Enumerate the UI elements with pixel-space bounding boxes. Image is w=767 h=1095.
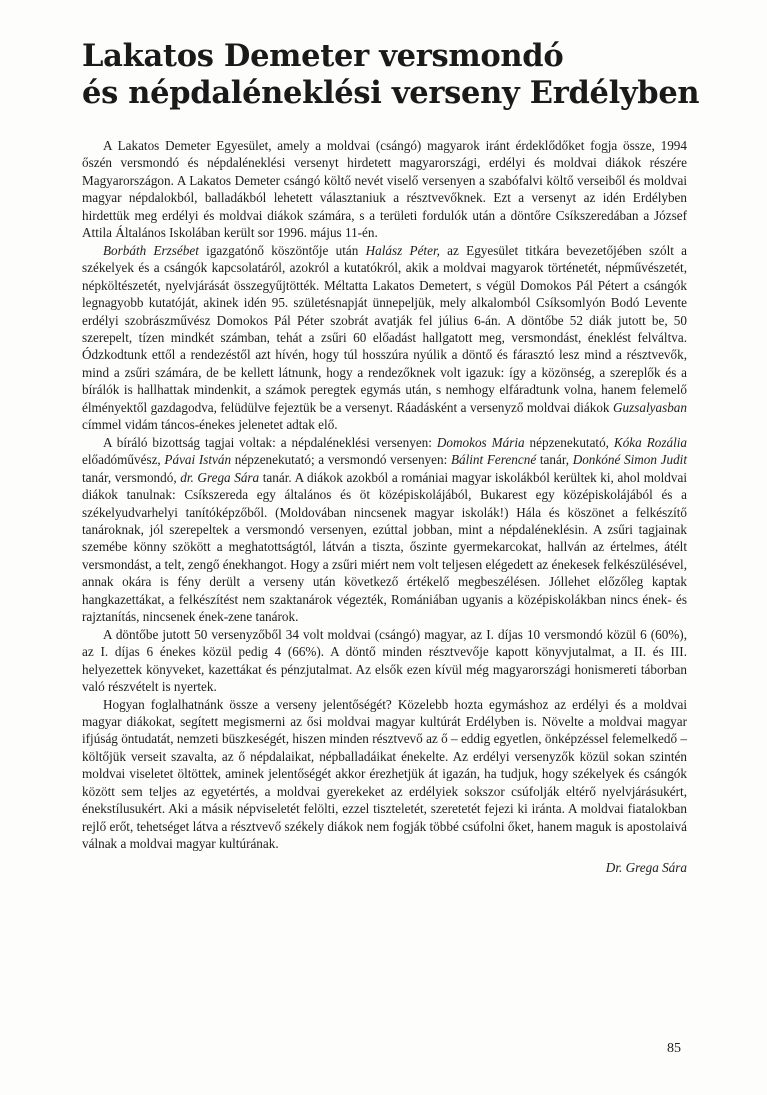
paragraph-3 <box>82 434 687 626</box>
text-run: A döntőbe jutott 50 versenyzőből 34 volt moldvai (csángó) magyar, az I. díjas 10 versmondó közül 6 (60%), az I. díjas 6 énekes közül pedig 4 (66%). A döntő minden résztvevője kapott könyvjutalmat, a II. és III. helyezettek könyveket, kazettákat és pénzjutalmat. Az elsők ezen kívül még magyarországi honismereti táborban való részvételt is nyertek. <box>82 626 687 695</box>
page-number: 85 <box>667 1041 681 1056</box>
paragraph-1 <box>82 137 687 242</box>
article-title-line-1: Lakatos Demeter versmondó <box>82 38 564 74</box>
article-title <box>82 38 700 112</box>
italic-name: Guzsalyasban <box>613 399 687 415</box>
text-run: népzenekutató; a versmondó versenyen: <box>231 452 451 468</box>
article-body <box>82 137 687 853</box>
text-run: az Egyesület titkára bevezetőjében szólt a székelyek és a csángók kapcsolatáról, azokról a kutatókról, akik a moldvai magyarok történetét, népművészetét, népköltészetét, nyelvjárását összegyűjtötték. Méltatta Lakatos Demetert, s végül Domokos Pál Pétert a csángók legnagyobb kutatóját, akinek idén 95. születésnapját ünnepeljük, mely alkalomból Csíksomlyón Bodó Levente erdélyi szobrászművész Domokos Pál Péter szobrát avatják fel július 6-án. A döntőbe 52 diák jutott be, 50 szerepelt, tízen mindkét számban, tehát a zsűri 60 előadást hallgatott meg, versmondást, éneklést felváltva. Ódzkodtunk ettől a rendezéstől azt hívén, hogy túl hosszúra nyúlik a döntő és fárasztó lesz mind a résztvevők, mind a zsűri számára, de be kellett látnunk, hogy a rendezőknek volt igazuk: így a közönség, a szereplők és a bírálók is hallhattak mindenkit, a számok peregtek egymás után, s nemhogy elfáradtunk volna, hanem felemelő élményektől gazdagodva, felüdülve fejeztük be a versenyt. Ráadásként a versenyző moldvai diákok <box>82 242 688 415</box>
italic-name: Pávai István <box>164 452 232 468</box>
paragraph-5 <box>82 696 687 853</box>
author-signature: Dr. Grega Sára <box>605 859 687 875</box>
paragraph-4 <box>82 626 687 696</box>
text-run: tanár. A diákok azokból a romániai magyar iskolákból kerültek ki, ahol moldvai diákok tanulnak: Csíkszereda egy általános és öt középiskolájából, Bukarest egy középiskolájából és a székelyudvarhelyi tanítóképzőből. (Moldovában nincsenek magyar iskolák!) Hála és köszönet a felkészítő tanároknak, jól szerepeltek a versmondó versenyen, ezúttal jobban, mint a népdaléneklésin. A zsűri tagjainak szemébe könny szökött a meghatottságtól, látván a tiszta, őszinte gyermekarcokat, hallván az értelmes, átélt versmondást, a telt, zengő énekhangot. Hogy a zsűri miért nem volt teljesen elégedett az énekesek felkészülésével, annak okára is fény derült a verseny után következő értékelő megbeszélésen. Jóllehet előzőleg kaptak hangkazettákat, a felkészítést nem szaktanárok végezték, Romániában ugyanis a középiskolákban nincs ének- és rajztanítás, nincsenek ének-zene tanárok. <box>82 469 687 625</box>
text-run: előadóművész, <box>82 452 165 468</box>
text-run: Hogyan foglalhatnánk össze a verseny jelentőségét? Közelebb hozta egymáshoz az erdélyi és a moldvai magyar diákokat, segített megismerni az ősi moldvai magyar kultúrát Erdélyben is. Növelte a moldvai magyar ifjúság öntudatát, nemzeti büszkeségét, hiszen minden résztvevő az ő – eddig egyetlen, önképzéssel felemelkedő – költőjük verseit szavalta, az ő népdalaikat, népballadáikat énekelte. Az erdélyi versenyzők közül sokan szintén moldvai viseletet öltöttek, aminek jelentőségét akkor érezhetjük át igazán, ha tudjuk, hogy székelyek és csángók között sem teljes az egyetértés, a moldvai gyerekeket az erdélyiek sokszor csúfolják eltérő nyelvjárásukért, énekstílusukért. Aki a másik népviseletét felölti, ezzel tiszteletét, szeretetét fejezi ki iránta. A moldvai fiatalokban rejlő erőt, tehetséget látva a résztvevő székely diákok nem fogják többé csúfolni őket, hanem maguk is apostolaivá válnak a moldvai magyar kultúrának. <box>82 696 687 852</box>
paragraph-2 <box>82 242 687 434</box>
italic-name: Domokos Mária <box>436 434 525 450</box>
italic-name: Donkóné Simon Judit <box>572 452 688 468</box>
text-run: A bíráló bizottság tagjai voltak: a népdaléneklési versenyen: <box>103 434 437 450</box>
text-run: népzenekutató, <box>524 434 614 450</box>
text-run: igazgatónő köszöntője után <box>198 242 366 258</box>
italic-name: Halász Péter, <box>365 242 440 258</box>
italic-name: Borbáth Erzsébet <box>103 242 199 258</box>
italic-name: Bálint Ferencné <box>450 452 537 468</box>
italic-name: dr. Grega Sára <box>180 469 260 485</box>
article-title-line-2: és népdaléneklési verseny Erdélyben <box>82 75 700 111</box>
text-run: tanár, <box>536 452 573 468</box>
text-run: A Lakatos Demeter Egyesület, amely a moldvai (csángó) magyarok iránt érdeklődőket fogja össze, 1994 őszén versmondó és népdaléneklési versenyt hirdetett magyarországi, erdélyi és moldvai diákok részére Magyarországon. A Lakatos Demeter csángó költő nevét viselő versenyen a szabófalvi költő verseiből és moldvai magyar népdalokból, balladákból lehetett választaniuk a résztvevőknek. Ezt a versenyt az idén Erdélyben hirdettük meg erdélyi és moldvai diákok számára, s a területi fordulók után a döntőre Csíkszeredában a József Attila Általános Iskolában került sor 1996. május 11-én. <box>82 138 687 241</box>
text-run: címmel vidám táncos-énekes jelenetet adtak elő. <box>82 417 338 433</box>
text-run: tanár, versmondó, <box>82 469 181 485</box>
italic-name: Kóka Rozália <box>613 434 687 450</box>
